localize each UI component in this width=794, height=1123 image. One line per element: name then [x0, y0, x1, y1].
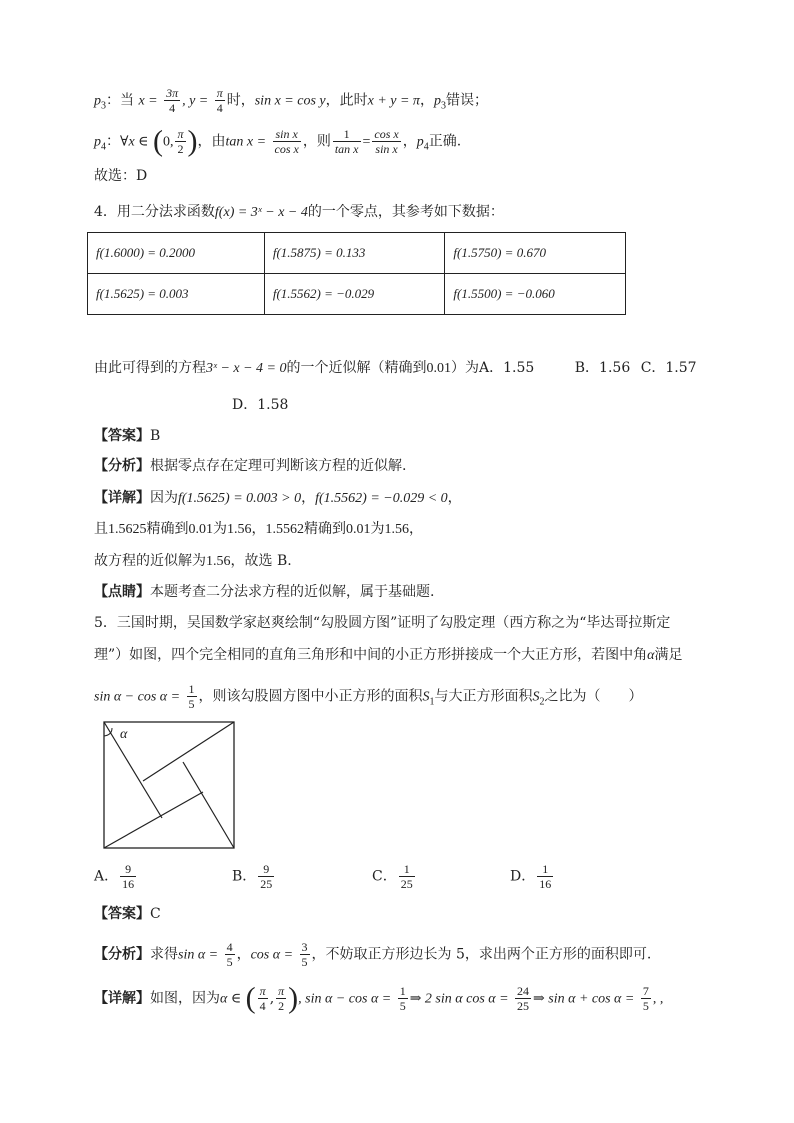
table-cell: f(1.5562) = −0.029	[264, 274, 445, 315]
q5-analysis: 【分析】求得sin α = $\frac{4}{5}$ ，cos α = $\frac{3}{5}$ ，不妨取正方形边长为 5，求出两个正方形的面积即可.	[94, 940, 652, 969]
table-cell: f(1.6000) = 0.2000	[88, 233, 265, 274]
q4-detail: 【详解】因为f(1.5625) = 0.003 > 0，f(1.5562) = −0.029 < 0，	[94, 490, 462, 506]
q4-detail-3: 故方程的近似解为1.56，故选 B.	[94, 553, 292, 569]
table-cell: f(1.5500) = −0.060	[445, 274, 626, 315]
p3-statement: $p_3$：当 x = $\frac{3\pi}{4}$ , y = $\frac{\pi}{4}$ 时，sin x = cos y，此时x + y = π，$p_3$错误；	[94, 86, 488, 115]
alpha-label: α	[120, 727, 128, 742]
q4-data-table	[87, 232, 626, 315]
fraction: $\frac{\text{sin x}}{\text{cos x}}$	[274, 127, 299, 156]
pythagorean-square-figure	[100, 718, 240, 852]
triangle-edge	[104, 792, 203, 848]
q4-question: 由此可得到的方程3ˣ − x − 4 = 0的一个近似解（精确到0.01）为A．1.55 B．1.56 C．1.57	[94, 360, 697, 376]
fraction: $\frac{1}{5}$	[188, 682, 195, 711]
p4-statement: $p_4$：∀x ∈ (0, $\frac{\pi}{2}$ )，由tan x = $\frac{\text{sin x}}{\text{cos x}}$ ，则 $\frac{1}{\text{tan x}}$ = $\frac{\text{cos x}}{\text{sin x}}$ ，$p_4$正确.	[94, 124, 462, 158]
option-d: D．1.58	[232, 397, 289, 413]
option-a: A．1.55	[479, 360, 535, 376]
fraction: $\frac{1}{\text{tan x}}$	[334, 127, 359, 156]
fraction: $\frac{\pi}{2}$	[177, 127, 184, 156]
q5-detail: 【详解】如图，因为α ∈ ( $\frac{\pi}{4}$ , $\frac{\pi}{2}$ ), sin α − cos α = $\frac{1}{5}$ ⇒ 2 sin α cos α = $\frac{24}{25}$ ⇒ sin α + cos α = $\frac{7}{5}$ , ,	[94, 981, 664, 1015]
triangle-edge	[183, 762, 234, 848]
option-b: B． $\frac{9}{25}$	[232, 862, 273, 891]
q5-line-1: 5．三国时期，吴国数学家赵爽绘制“勾股圆方图”证明了勾股定理（西方称之为“毕达哥拉斯定	[94, 615, 671, 631]
option-c: C． $\frac{1}{25}$	[372, 862, 413, 891]
option-c: C．1.57	[640, 360, 697, 376]
q4-answer: 【答案】B	[94, 428, 161, 444]
table-cell: f(1.5875) = 0.133	[264, 233, 445, 274]
table-row	[88, 233, 626, 274]
q4-analysis: 【分析】根据零点存在定理可判断该方程的近似解.	[94, 458, 407, 474]
q5-answer: 【答案】C	[94, 906, 161, 922]
q4-detail-2: 且1.5625精确到0.01为1.56，1.5562精确到0.01为1.56，	[94, 521, 423, 537]
q5-line-2: 理”）如图，四个完全相同的直角三角形和中间的小正方形拼接成一个大正方形，若图中角α满足	[94, 647, 683, 663]
table-cell: f(1.5625) = 0.003	[88, 274, 265, 315]
fraction: $\frac{3\pi}{4}$	[166, 86, 179, 115]
table-row	[88, 274, 626, 315]
option-d: D． $\frac{1}{16}$	[510, 862, 552, 891]
table-cell: f(1.5750) = 0.670	[445, 233, 626, 274]
fraction: $\frac{\pi}{4}$	[216, 86, 223, 115]
option-b: B．1.56	[574, 360, 631, 376]
option-a: A． $\frac{9}{16}$	[94, 862, 135, 891]
q4-comment: 【点睛】本题考查二分法求方程的近似解，属于基础题.	[94, 584, 435, 600]
q5-line-3: sin α − cos α = $\frac{1}{5}$ ，则该勾股圆方图中小正方形的面积$S_1$与大正方形面积$S_2$之比为（ ）	[94, 682, 643, 711]
triangle-edge	[104, 722, 162, 818]
answer-d-line: 故选：D	[94, 168, 148, 184]
fraction: $\frac{\text{cos x}}{\text{sin x}}$	[374, 127, 399, 156]
q4-title: 4．用二分法求函数f(x) = 3ˣ − x − 4的一个零点，其参考如下数据：	[94, 204, 504, 220]
